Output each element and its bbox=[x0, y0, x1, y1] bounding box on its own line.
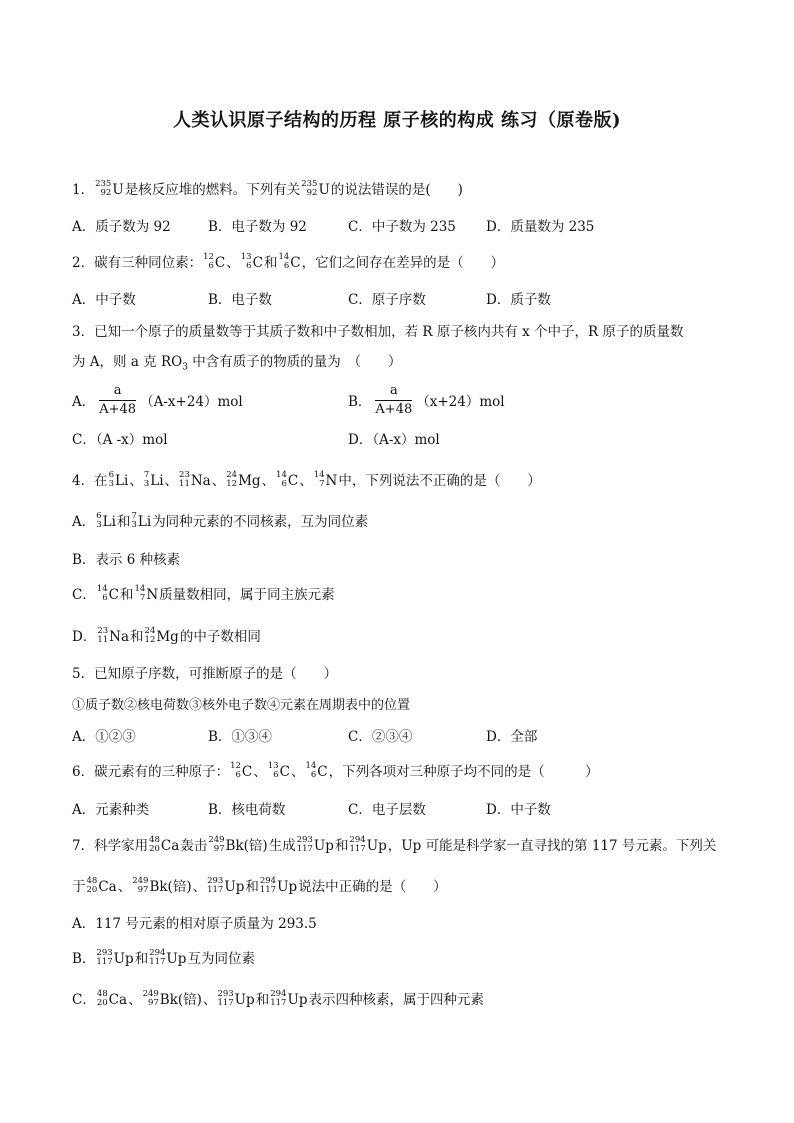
question-5-option-b: B．①③④ bbox=[208, 729, 272, 745]
nuclide-bk249: 249 97 Bk(锫) bbox=[142, 988, 202, 1008]
question-7-option-c: C． 48 20 Ca、 249 97 Bk(锫)、 293 117 Up和 294 117 Up表示四种核素，属于四种元素 bbox=[72, 988, 484, 1008]
question-1-stem: 1． 235 92 U是核反应堆的燃料。下列有关 235 92 U的说法错误的是( ) bbox=[72, 178, 463, 198]
nuclide-ca48: 48 20 Ca bbox=[86, 875, 117, 895]
nuclide-up293: 293 117 Up bbox=[96, 947, 134, 967]
question-2-option-b: B．电子数 bbox=[208, 292, 272, 308]
nuclide-up293: 293 117 Up bbox=[207, 875, 245, 895]
nuclide-mg24: 24 12 Mg bbox=[226, 469, 261, 489]
nuclide-u235: 235 92 U bbox=[95, 178, 124, 198]
question-6-option-a: A．元素种类 bbox=[72, 802, 150, 818]
question-6-option-c: C．电子层数 bbox=[348, 802, 426, 818]
nuclide-up294: 294 117 Up bbox=[349, 834, 387, 854]
question-5-option-a: A．①②③ bbox=[72, 729, 136, 745]
question-6-option-d: D．中子数 bbox=[486, 802, 551, 818]
nuclide-ca48: 48 20 Ca bbox=[149, 834, 180, 854]
fraction: $\frac{a}{A+48}$ bbox=[99, 383, 137, 417]
nuclide-n14: 14 7 N bbox=[313, 469, 338, 489]
question-2-option-a: A．中子数 bbox=[72, 292, 136, 308]
question-7-option-a: A．117 号元素的相对原子质量为 293.5 bbox=[72, 916, 317, 932]
question-5-option-c: C．②③④ bbox=[348, 729, 413, 745]
question-3-option-d: D．（A-x）mol bbox=[348, 432, 440, 448]
question-3-option-a: A． $\frac{a}{A+48}$ （A-x+24）mol bbox=[72, 383, 243, 417]
nuclide-li6: 6 3 Li bbox=[108, 469, 129, 489]
nuclide-na23: 23 11 Na bbox=[97, 625, 130, 645]
nuclide-bk249: 249 97 Bk(锫) bbox=[132, 875, 192, 895]
nuclide-c12: 12 6 C bbox=[203, 251, 226, 271]
question-1-option-d: D．质量数为 235 bbox=[486, 219, 595, 235]
nuclide-c14: 14 6 C bbox=[276, 469, 299, 489]
nuclide-up294: 294 117 Up bbox=[259, 875, 298, 895]
question-5-list: ①质子数②核电荷数③核外电子数④元素在周期表中的位置 bbox=[72, 698, 411, 713]
question-2-option-c: C．原子序数 bbox=[348, 292, 426, 308]
nuclide-up293: 293 117 Up bbox=[217, 988, 255, 1008]
question-3-option-c: C．（A -x）mol bbox=[72, 432, 168, 448]
question-1-option-b: B．电子数为 92 bbox=[208, 219, 307, 235]
question-3-stem-line-1: 3．已知一个原子的质量数等于其质子数和中子数相加，若 R 原子核内共有 x 个中子，R 原子的质量数 bbox=[72, 324, 684, 340]
nuclide-li7: 7 3 Li bbox=[131, 510, 152, 530]
question-2-option-d: D．质子数 bbox=[486, 292, 551, 308]
page-title: 人类认识原子结构的历程 原子核的构成 练习（原卷版) bbox=[172, 110, 622, 131]
question-6-option-b: B．核电荷数 bbox=[208, 802, 286, 818]
nuclide-c14: 14 6 C bbox=[305, 760, 328, 780]
nuclide-up294: 294 117 Up bbox=[270, 988, 308, 1008]
question-1-option-a: A．质子数为 92 bbox=[72, 219, 171, 235]
nuclide-up293: 293 117 Up bbox=[296, 834, 334, 854]
nuclide-li7: 7 3 Li bbox=[143, 469, 164, 489]
question-4-option-c: C． 14 6 C和 14 7 N质量数相同，属于同主族元素 bbox=[72, 583, 335, 603]
nuclide-mg24: 24 12 Mg bbox=[144, 625, 179, 645]
question-7-stem-line-2: 于 48 20 Ca、 249 97 Bk(锫)、 293 117 Up和 294 117 Up说法中正确的是（ ） bbox=[72, 875, 447, 895]
nuclide-c14: 14 6 C bbox=[96, 583, 120, 603]
nuclide-na23: 23 11 Na bbox=[179, 469, 211, 489]
nuclide-li6: 6 3 Li bbox=[96, 510, 116, 530]
question-4-option-a: A． 6 3 Li和 7 3 Li为同种元素的不同核素，互为同位素 bbox=[72, 510, 369, 530]
nuclide-bk249: 249 97 Bk(锫) bbox=[208, 834, 268, 854]
question-7-stem-line-1: 7．科学家用 48 20 Ca轰击 249 97 Bk(锫)生成 293 117 Up和 294 117 Up，Up 可能是科学家一直寻找的第 117 号元素。下列关 bbox=[72, 834, 717, 854]
nuclide-up294: 294 117 Up bbox=[149, 947, 187, 967]
nuclide-c14: 14 6 C bbox=[278, 251, 301, 271]
fraction: $\frac{a}{A+48}$ bbox=[375, 383, 413, 417]
nuclide-c13: 13 6 C bbox=[240, 251, 263, 271]
question-7-option-b: B． 293 117 Up和 294 117 Up互为同位素 bbox=[72, 947, 255, 967]
question-4-option-d: D． 23 11 Na和 24 12 Mg的中子数相同 bbox=[72, 625, 261, 645]
question-1-option-c: C．中子数为 235 bbox=[348, 219, 456, 235]
question-5-stem: 5．已知原子序数，可推断原子的是（ ） bbox=[72, 666, 338, 682]
question-6-stem: 6．碳元素有的三种原子： 12 6 C、 13 6 C、 14 6 C，下列各项对三种原子均不同的是（ ） bbox=[72, 760, 599, 780]
nuclide-u235: 235 92 U bbox=[301, 178, 330, 198]
question-3-option-b: B． $\frac{a}{A+48}$ （x+24）mol bbox=[348, 383, 505, 417]
nuclide-ca48: 48 20 Ca bbox=[96, 988, 128, 1008]
question-2-stem: 2．碳有三种同位素： 12 6 C、 13 6 C和 14 6 C，它们之间存在差异的是（ ） bbox=[72, 251, 505, 271]
nuclide-c12: 12 6 C bbox=[230, 760, 253, 780]
question-5-option-d: D．全部 bbox=[486, 729, 538, 745]
nuclide-n14: 14 7 N bbox=[134, 583, 159, 603]
question-3-stem-line-2: 为 A，则 a 克 $RO_3$ 中含有质子的物质的量为 （ ） bbox=[72, 354, 402, 373]
question-4-stem: 4．在 6 3 Li、 7 3 Li、 23 11 Na、 24 12 Mg、 14 6 C、 14 7 N中，下列说法不正确的是（ ） bbox=[72, 469, 541, 489]
question-4-option-b: B．表示 6 种核素 bbox=[72, 552, 181, 568]
nuclide-c13: 13 6 C bbox=[267, 760, 290, 780]
